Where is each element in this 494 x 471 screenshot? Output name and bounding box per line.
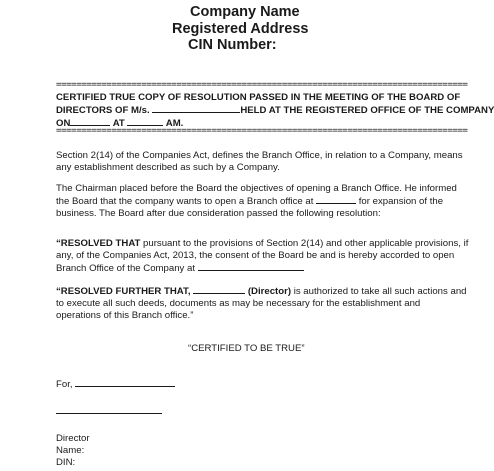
paragraph1-line-2: any establishment described as such by a Company. bbox=[56, 162, 280, 173]
paragraph2-line-1: The Chairman placed before the Board the objectives of opening a Branch Office. He informed bbox=[56, 183, 457, 194]
resolved-that-label: “RESOLVED THAT bbox=[56, 238, 141, 249]
paragraph2-line-3: business. The Board after due consideration passed the following resolution: bbox=[56, 208, 381, 219]
company-name: Company Name bbox=[190, 4, 300, 20]
resolution1-line-3-text: Branch Office of the Company at bbox=[56, 263, 196, 274]
resolution1-line-2: any, of the Companies Act, 2013, the consent of the Board be and is hereby accorded to open bbox=[56, 250, 455, 261]
cin-number: CIN Number: bbox=[188, 37, 277, 53]
signatory-name: Name: bbox=[56, 445, 85, 456]
branch-location-blank bbox=[198, 262, 304, 271]
heading-on: ON bbox=[56, 118, 71, 129]
heading-held-at: HELD AT THE REGISTERED OFFICE OF THE COMPANY bbox=[240, 105, 494, 116]
resolution1-line-1 bbox=[56, 238, 469, 250]
resolution2-line-1-rest: is authorized to take all such actions and bbox=[291, 286, 467, 297]
heading-line-1: CERTIFIED TRUE COPY OF RESOLUTION PASSED IN THE MEETING OF THE BOARD OF bbox=[56, 92, 461, 103]
heading-at: AT bbox=[112, 118, 125, 129]
signature-line bbox=[56, 413, 162, 414]
heading-line-2 bbox=[56, 104, 494, 117]
resolved-further-label: “RESOLVED FURTHER THAT, bbox=[56, 286, 191, 297]
resolution2-line-3: operations of this Branch office.” bbox=[56, 310, 194, 321]
company-blank bbox=[152, 104, 240, 113]
resolution-clause-1 bbox=[56, 238, 469, 275]
certified-to-be-true: “CERTIFIED TO BE TRUE” bbox=[188, 343, 305, 354]
resolution1-line-1-rest: pursuant to the provisions of Section 2(14) and other applicable provisions, if bbox=[140, 238, 469, 249]
paragraph2-line-2 bbox=[56, 195, 444, 208]
paragraph2-line-2a: the Board that the company wants to open a Branch office at bbox=[56, 196, 314, 207]
resolution1-line-3 bbox=[56, 262, 418, 275]
date-blank bbox=[70, 117, 110, 126]
director-label: (Director) bbox=[247, 286, 292, 297]
resolution2-line-2: to execute all such deeds, documents as may be necessary for the establishment and bbox=[56, 298, 421, 309]
location-blank bbox=[316, 195, 356, 204]
paragraph-chairman bbox=[56, 183, 457, 220]
separator-bottom: ================================================================================== bbox=[56, 126, 468, 136]
paragraph1-line-1: Section 2(14) of the Companies Act, defines the Branch Office, in relation to a Company, means bbox=[56, 150, 463, 161]
heading-directors-of: DIRECTORS OF M/s. bbox=[56, 105, 150, 116]
for-company-blank bbox=[75, 378, 175, 387]
heading-am: AM. bbox=[165, 118, 184, 129]
for-company-line bbox=[56, 378, 175, 390]
registered-address: Registered Address bbox=[172, 21, 309, 37]
signatory-director: Director bbox=[56, 433, 90, 444]
resolution-clause-2 bbox=[56, 285, 467, 322]
time-blank bbox=[127, 117, 163, 126]
separator-top: ================================================================================== bbox=[56, 80, 468, 90]
resolution2-line-1 bbox=[56, 285, 467, 298]
resolution-heading bbox=[56, 92, 494, 130]
director-name-blank bbox=[193, 285, 245, 294]
signatory-din: DIN: bbox=[56, 457, 76, 468]
paragraph2-line-2b: for expansion of the bbox=[358, 196, 444, 207]
paragraph-section-definition bbox=[56, 150, 463, 174]
for-label: For, bbox=[56, 379, 73, 390]
